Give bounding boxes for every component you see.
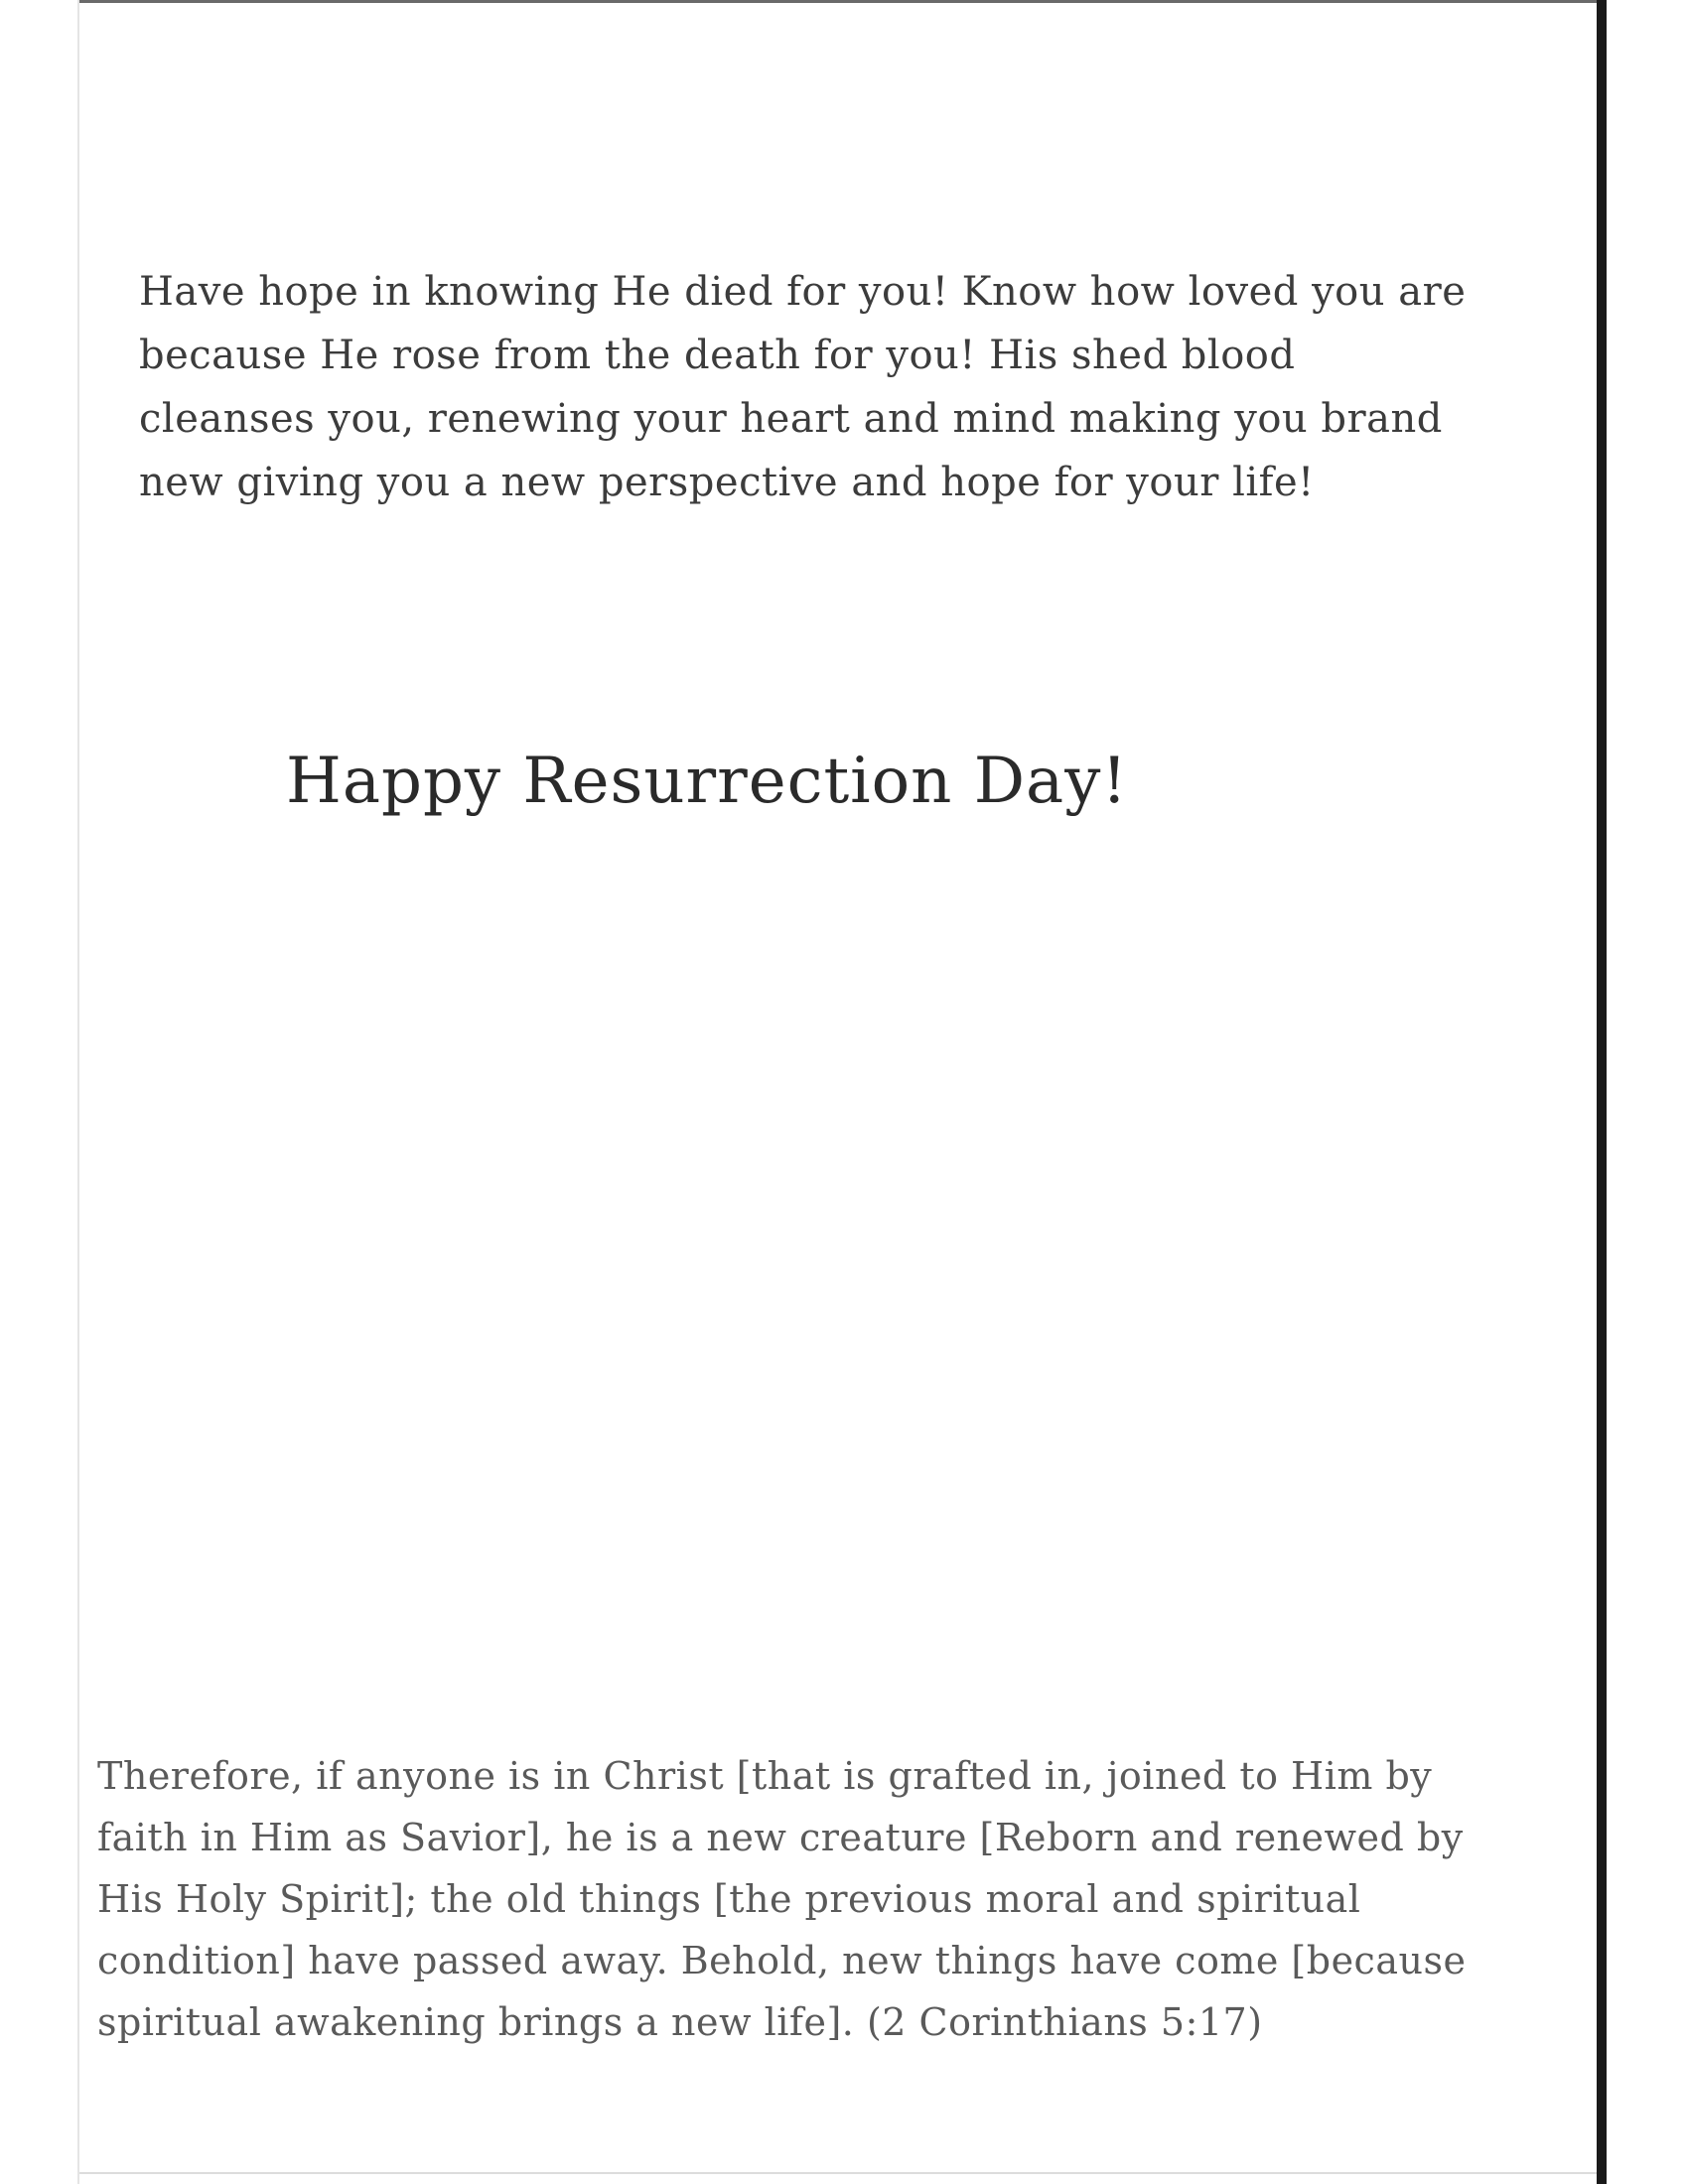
scan-edge-bottom bbox=[79, 2172, 1597, 2174]
scripture-verse: Therefore, if anyone is in Christ [that is grafted in, joined to Him by faith in Him as Savior], he is a new creature [Reborn and renewed by His Holy Spirit]; the old things [the previous moral and spiritual condition] have passed away. Behold, new things have come [because spiritual awakening brings a new life]. (2 Corinthians 5:17) bbox=[97, 1754, 1467, 2044]
scan-edge-top bbox=[77, 0, 1597, 3]
greeting-heading: Happy Resurrection Day! bbox=[286, 745, 1129, 818]
scan-edge-left bbox=[77, 0, 79, 2184]
scan-edge-right bbox=[1597, 0, 1607, 2184]
intro-paragraph: Have hope in knowing He died for you! Know how loved you are because He rose from the death for you! His shed blood cleanses you, renewing your heart and mind making you brand new giving you a new perspective and hope for your life! bbox=[139, 269, 1467, 505]
